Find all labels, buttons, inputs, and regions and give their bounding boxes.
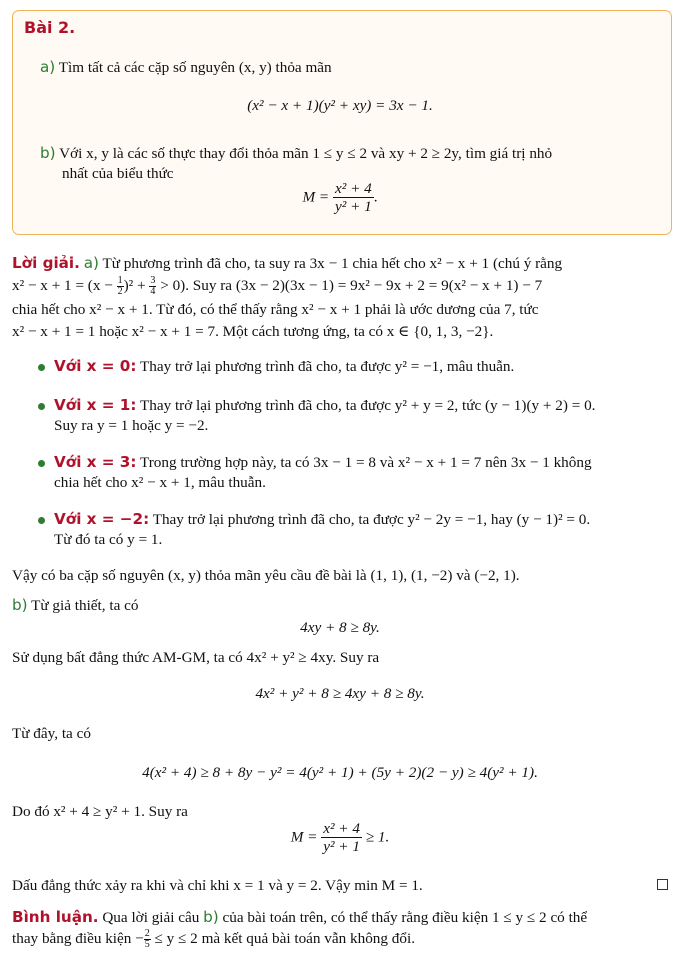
b-ge: ≥ 1. <box>365 828 390 846</box>
case-xm2-head: Với x = −2: <box>54 510 150 528</box>
part-b-fraction <box>333 180 374 216</box>
case-x3-head: Với x = 3: <box>54 453 137 471</box>
part-b-numerator: x² + 4 <box>334 180 372 197</box>
from-here-line: Từ đây, ta có <box>12 725 91 742</box>
case-xm2 <box>54 510 590 529</box>
half-den: 2 <box>117 286 123 298</box>
remark-l2-b: ≤ y ≤ 2 mà kết quả bài toán vẫn không đổi. <box>154 930 415 947</box>
part-a-equation: (x² − x + 1)(y² + xy) = 3x − 1. <box>247 97 433 114</box>
fraction-three-quarters <box>149 276 156 297</box>
solution-a-label: a) <box>83 254 99 272</box>
equation-b2: 4x² + y² + 8 ≥ 4xy + 8 ≥ 8y. <box>255 685 425 702</box>
problem-title: Bài 2. <box>24 18 76 37</box>
remark-label: Bình luận. <box>12 908 99 926</box>
bullet-icon <box>38 517 45 524</box>
solution-p1-line3: chia hết cho x² − x + 1. Từ đó, có thể thấy rằng x² − x + 1 phải là ước dương của 7, tức <box>12 301 539 318</box>
solution-b-label: b) <box>12 596 28 614</box>
bullet-icon <box>38 460 45 467</box>
case-x0-text: Thay trở lại phương trình đã cho, ta được y² = −1, mâu thuẫn. <box>139 358 515 375</box>
part-b-line2: nhất của biểu thức <box>62 165 174 182</box>
part-a-label: a) <box>40 58 56 76</box>
case-xm2-line2: Từ đó ta có y = 1. <box>54 531 163 548</box>
bullet-icon <box>38 364 45 371</box>
part-b-M: M = <box>302 188 330 206</box>
case-x1-text: Thay trở lại phương trình đã cho, ta được y² + y = 2, tức (y − 1)(y + 2) = 0. <box>139 397 596 414</box>
solution-p1-line4: x² − x + 1 = 1 hoặc x² − x + 1 = 7. Một cách tương ứng, ta có x ∈ {0, 1, 3, −2}. <box>12 323 494 340</box>
equation-b4 <box>0 820 680 856</box>
solution-p1-text1: Từ phương trình đã cho, ta suy ra 3x − 1 chia hết cho x² − x + 1 (chú ý rằng <box>102 255 563 272</box>
tf-den: 5 <box>144 939 150 951</box>
equation-b3: 4(x² + 4) ≥ 8 + 8y − y² = 4(y² + 1) + (5y + 2)(2 − y) ≥ 4(y² + 1). <box>142 764 538 781</box>
fraction-two-fifths <box>144 929 151 950</box>
part-a-text: Tìm tất cả các cặp số nguyên (x, y) thỏa mãn <box>58 59 332 76</box>
b-numerator: x² + 4 <box>323 820 360 837</box>
part-a-statement <box>40 58 332 77</box>
p1-l2-part-a: x² − x + 1 = (x − <box>12 277 113 294</box>
case-x1-head: Với x = 1: <box>54 396 137 414</box>
bullet-icon <box>38 403 45 410</box>
remark-line1 <box>12 908 587 927</box>
remark-l1-c: của bài toán trên, có thể thấy rằng điều kiện 1 ≤ y ≤ 2 có thể <box>222 909 588 926</box>
solution-p1-line2 <box>12 276 542 297</box>
case-x0-head: Với x = 0: <box>54 357 137 375</box>
tq-num: 3 <box>150 275 156 287</box>
b-fraction <box>321 820 362 856</box>
part-b-period: . <box>373 188 378 206</box>
remark-l2-a: thay bằng điều kiện − <box>12 930 144 947</box>
tq-den: 4 <box>150 286 156 298</box>
half-num: 1 <box>117 275 123 287</box>
case-x0 <box>54 357 514 376</box>
conclusion-a: Vậy có ba cặp số nguyên (x, y) thỏa mãn yêu cầu đề bài là (1, 1), (1, −2) và (−2, 1). <box>12 567 520 584</box>
solution-b-intro-text: Từ giả thiết, ta có <box>31 597 139 614</box>
qed-box-icon <box>657 879 668 890</box>
case-xm2-text: Thay trở lại phương trình đã cho, ta được y² − 2y = −1, hay (y − 1)² = 0. <box>152 511 591 528</box>
b-M: M = <box>290 828 318 846</box>
part-b-denominator: y² + 1 <box>334 198 372 216</box>
part-b-line1: Với x, y là các số thực thay đổi thỏa mãn 1 ≤ y ≤ 2 và xy + 2 ≥ 2y, tìm giá trị nhỏ <box>59 145 553 162</box>
p1-l2-part-c: > 0). Suy ra (3x − 2)(3x − 1) = 9x² − 9x + 2 = 9(x² − x + 1) − 7 <box>160 277 543 294</box>
remark-l1-a: Qua lời giải câu <box>102 909 200 926</box>
remark-line2 <box>12 929 415 950</box>
case-x3-line2: chia hết cho x² − x + 1, mâu thuẫn. <box>54 474 266 491</box>
case-x3 <box>54 453 592 472</box>
case-x1-line2: Suy ra y = 1 hoặc y = −2. <box>54 417 209 434</box>
hence-line: Do đó x² + 4 ≥ y² + 1. Suy ra <box>12 803 188 820</box>
p1-l2-part-b: )² + <box>123 277 146 294</box>
part-b-expression <box>0 180 680 216</box>
case-x3-text: Trong trường hợp này, ta có 3x − 1 = 8 và x² − x + 1 = 7 nên 3x − 1 không <box>139 454 592 471</box>
case-x1 <box>54 396 595 415</box>
part-b-statement <box>40 144 552 163</box>
solution-label: Lời giải. <box>12 254 80 272</box>
part-b-label: b) <box>40 144 56 162</box>
fraction-half <box>117 276 124 297</box>
b-denominator: y² + 1 <box>323 838 360 856</box>
solution-b-intro <box>12 596 138 615</box>
amgm-line: Sử dụng bất đẳng thức AM-GM, ta có 4x² + y² ≥ 4xy. Suy ra <box>12 649 380 666</box>
equation-b1: 4xy + 8 ≥ 8y. <box>300 619 380 636</box>
equality-line: Dấu đẳng thức xảy ra khi và chỉ khi x = 1 và y = 2. Vậy min M = 1. <box>12 877 423 894</box>
remark-l1-b: b) <box>203 908 219 926</box>
tf-num: 2 <box>144 928 150 940</box>
solution-p1-line1 <box>12 254 562 273</box>
